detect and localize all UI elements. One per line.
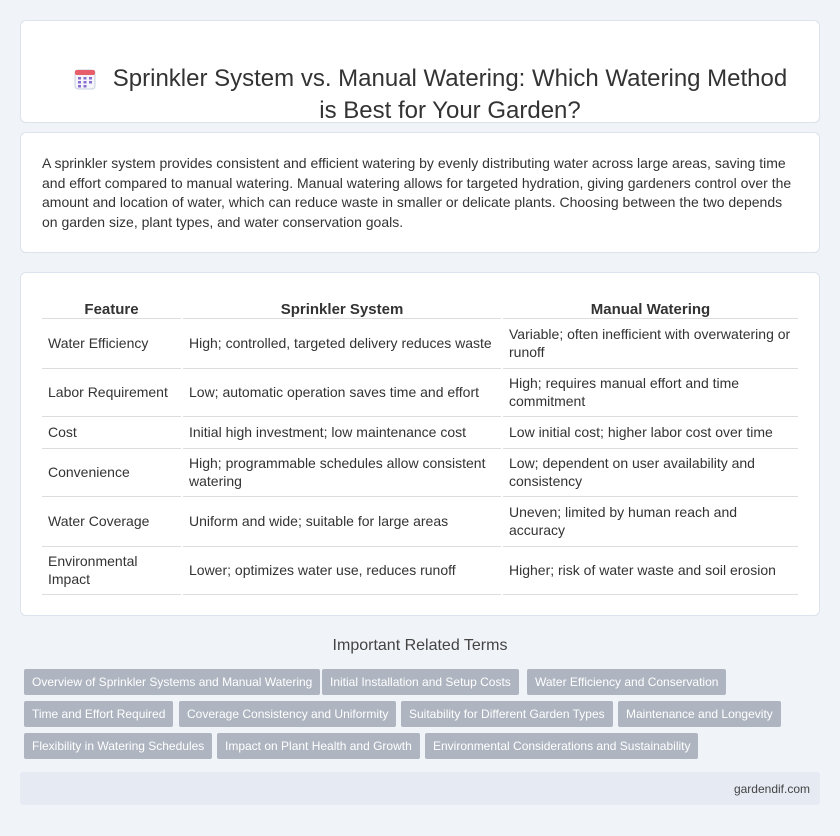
intro-paragraph: A sprinkler system provides consistent and efficient watering by evenly distributing water across large areas, saving time and effort compared to manual watering. Manual watering allows for targeted hydration, giving gardeners control over the amount and location of water, which can reduce waste in smaller or delicate plants. Choosing between the two depends on garden size, plant types, and water conservation goals.: [42, 155, 792, 230]
table-cell-manual: High; requires manual effort and time commitment: [502, 368, 798, 416]
table-row: [42, 546, 798, 594]
related-tag-time-effort[interactable]: Time and Effort Required: [24, 701, 173, 727]
related-tag-garden-types[interactable]: Suitability for Different Garden Types: [401, 701, 613, 727]
table-cell-feature: Convenience: [42, 448, 182, 496]
table-cell-sprinkler: Lower; optimizes water use, reduces runoff: [182, 546, 502, 594]
comparison-table: [42, 297, 798, 595]
related-tag-coverage[interactable]: Coverage Consistency and Uniformity: [179, 701, 396, 727]
table-cell-manual: Low; dependent on user availability and consistency: [502, 448, 798, 496]
table-row: [42, 496, 798, 546]
table-cell-manual: Variable; often inefficient with overwatering or runoff: [502, 318, 798, 368]
table-cell-sprinkler: Low; automatic operation saves time and effort: [182, 368, 502, 416]
title-card: [20, 20, 820, 123]
table-cell-manual: Uneven; limited by human reach and accuracy: [502, 496, 798, 546]
table-cell-manual: Low initial cost; higher labor cost over time: [502, 416, 798, 448]
related-tag-plant-health[interactable]: Impact on Plant Health and Growth: [217, 733, 420, 759]
footer: [20, 772, 820, 805]
table-cell-feature: Water Efficiency: [42, 318, 182, 368]
table-cell-sprinkler: High; controlled, targeted delivery reduces waste: [182, 318, 502, 368]
table-cell-sprinkler: High; programmable schedules allow consistent watering: [182, 448, 502, 496]
table-cell-feature: Environmental Impact: [42, 546, 182, 594]
table-row: [42, 448, 798, 496]
table-header-row: [42, 297, 798, 318]
header-sprinkler-system: Sprinkler System: [182, 297, 502, 318]
table-row: [42, 318, 798, 368]
related-tag-installation-costs[interactable]: Initial Installation and Setup Costs: [322, 669, 519, 695]
table-cell-feature: Cost: [42, 416, 182, 448]
table-row: [42, 416, 798, 448]
related-tag-maintenance[interactable]: Maintenance and Longevity: [618, 701, 781, 727]
table-cell-manual: Higher; risk of water waste and soil erosion: [502, 546, 798, 594]
table-cell-sprinkler: Initial high investment; low maintenance cost: [182, 416, 502, 448]
table-row: [42, 368, 798, 416]
calendar-icon: [73, 67, 97, 91]
page-title: Sprinkler System vs. Manual Watering: Which Watering Method is Best for Your Garden?: [112, 65, 788, 124]
header-manual-watering: Manual Watering: [502, 297, 798, 318]
footer-site-link[interactable]: gardendif.com: [733, 782, 810, 796]
table-cell-feature: Labor Requirement: [42, 368, 182, 416]
table-cell-sprinkler: Uniform and wide; suitable for large areas: [182, 496, 502, 546]
related-terms-title: Important Related Terms: [332, 637, 508, 654]
intro-card: [20, 132, 820, 253]
related-tag-environmental[interactable]: Environmental Considerations and Sustainability: [425, 733, 698, 759]
related-tag-overview[interactable]: Overview of Sprinkler Systems and Manual Watering: [24, 669, 320, 695]
header-feature: Feature: [42, 297, 182, 318]
table-cell-feature: Water Coverage: [42, 496, 182, 546]
related-tag-water-efficiency[interactable]: Water Efficiency and Conservation: [527, 669, 726, 695]
related-tag-flexibility[interactable]: Flexibility in Watering Schedules: [24, 733, 212, 759]
comparison-table-card: [20, 272, 820, 616]
